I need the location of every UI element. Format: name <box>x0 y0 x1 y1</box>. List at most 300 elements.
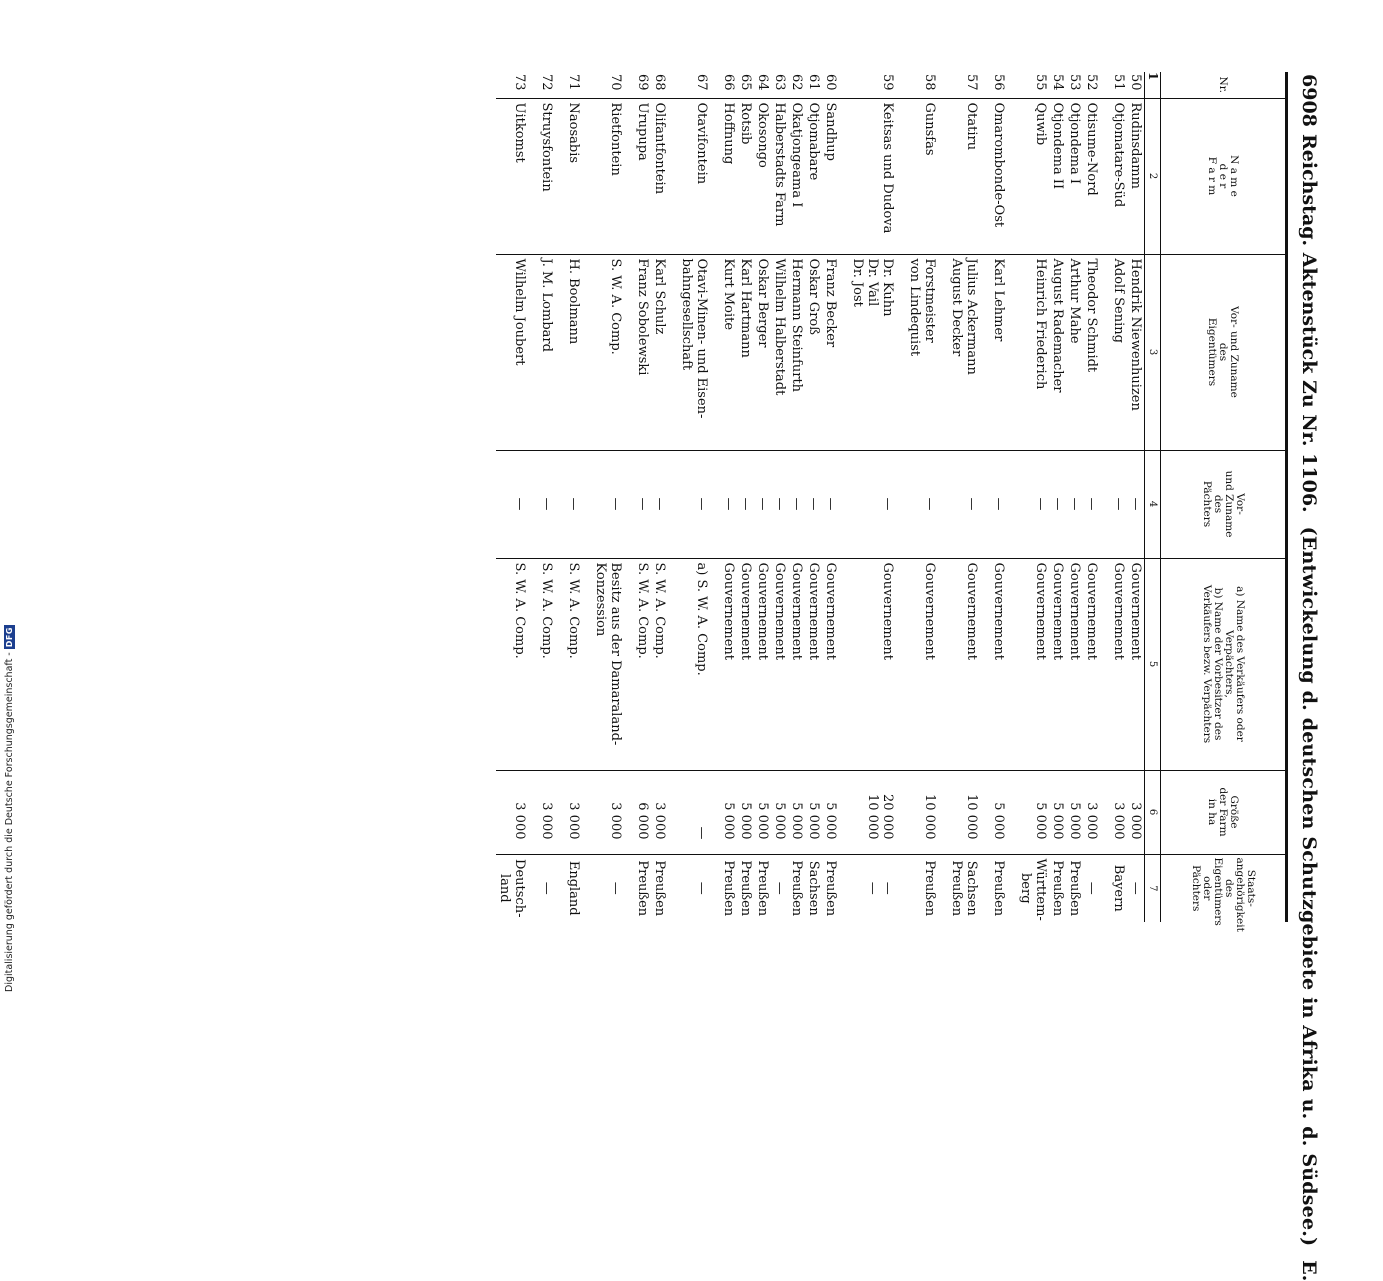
row-spacer <box>582 72 592 922</box>
citizenship: Preußen <box>720 854 737 922</box>
farm-name: Otjondema II <box>1049 98 1066 254</box>
seller-name: Gouvernement <box>990 558 1007 770</box>
lessee-name: — <box>1049 450 1066 558</box>
column-number-2: 2 <box>1145 98 1161 254</box>
farm-name: Gunsfas <box>906 98 938 254</box>
spacer-cell <box>1100 770 1110 854</box>
seller-name: Gouvernement <box>1110 558 1127 770</box>
spacer-cell <box>710 254 720 450</box>
citizenship: Preußen <box>737 854 754 922</box>
citizenship: — — <box>849 854 896 922</box>
owner-name: Karl Hartmann <box>737 254 754 450</box>
lessee-name: — <box>906 450 938 558</box>
spacer-cell <box>839 72 849 98</box>
row-number: 73 <box>512 74 527 91</box>
row-number: 52 <box>1084 74 1099 91</box>
column-number-4: 4 <box>1145 450 1161 558</box>
citizenship: — <box>1127 854 1145 922</box>
spacer-cell <box>710 558 720 770</box>
citizenship: Württem- berg <box>1017 854 1049 922</box>
seller-name: Gouvernement <box>948 558 980 770</box>
spacer-cell <box>980 770 990 854</box>
farm-size: 3 000 <box>1110 770 1127 854</box>
lessee-name: — <box>651 450 668 558</box>
spacer-cell <box>528 558 538 770</box>
seller-name: Gouvernement <box>1017 558 1049 770</box>
spacer-cell <box>1100 450 1110 558</box>
owner-name: Hermann Steinfurth <box>788 254 805 450</box>
farm-name: Otjomatare-Süd <box>1110 98 1127 254</box>
column-header-6: Größe der Farm in ha <box>1161 770 1287 854</box>
spacer-cell <box>528 98 538 254</box>
citizenship: — <box>592 854 624 922</box>
table-row <box>849 72 896 922</box>
lessee-name: — <box>788 450 805 558</box>
spacer-cell <box>839 854 849 922</box>
farm-size: 3 000 <box>1127 770 1145 854</box>
column-number-7: 7 <box>1145 854 1161 922</box>
lessee-name: — <box>737 450 754 558</box>
farm-name: Olifantfontein <box>651 98 668 254</box>
column-header-1: Nr. <box>1161 72 1287 98</box>
spacer-cell <box>896 450 906 558</box>
farm-size: 20 000 10 000 <box>849 770 896 854</box>
farm-name: Halberstadts Farm <box>771 98 788 254</box>
farm-name: Omarombonde-Ost <box>990 98 1007 254</box>
row-number: 55 <box>1033 74 1048 91</box>
spacer-cell <box>980 558 990 770</box>
spacer-cell <box>1100 854 1110 922</box>
lessee-name: — <box>634 450 651 558</box>
lessee-name: — <box>1017 450 1049 558</box>
row-number: 64 <box>755 74 770 91</box>
owner-name: Franz Becker <box>822 254 839 450</box>
dfg-logo: DFG <box>5 627 14 648</box>
row-spacer <box>624 72 634 922</box>
row-number: 61 <box>806 74 821 91</box>
spacer-cell <box>980 450 990 558</box>
spacer-cell <box>938 98 948 254</box>
spacer-cell <box>668 770 678 854</box>
farm-name: Okatjongeama I <box>788 98 805 254</box>
owner-name: Hendrik Niewenhuizen <box>1127 254 1145 450</box>
column-header-2: N a m e d e r F a r m <box>1161 98 1287 254</box>
farm-name: Sandhup <box>822 98 839 254</box>
farm-register-table <box>496 72 1288 932</box>
farm-size: — <box>678 770 710 854</box>
document-source: Reichstag. Aktenstück Zu Nr. 1106. <box>1298 134 1320 513</box>
farm-size: 3 000 <box>592 770 624 854</box>
lessee-name: — <box>849 450 896 558</box>
spacer-cell <box>582 254 592 450</box>
spacer-cell <box>710 98 720 254</box>
citizenship: Preußen <box>754 854 771 922</box>
spacer-cell <box>1100 98 1110 254</box>
row-number: 70 <box>608 74 623 91</box>
lessee-name: — <box>1127 450 1145 558</box>
farm-name: Keitsas und Dudova <box>849 98 896 254</box>
column-number-6: 6 <box>1145 770 1161 854</box>
owner-name: J. M. Lombard <box>538 254 555 450</box>
owner-name: H. Boolmann <box>565 254 582 450</box>
owner-name: Dr. Kuhn Dr. Vail Dr. Jost <box>849 254 896 450</box>
spacer-cell <box>528 854 538 922</box>
annex-letter: E. <box>1298 1260 1320 1281</box>
spacer-cell <box>555 770 565 854</box>
farm-size: 5 000 <box>737 770 754 854</box>
owner-name: S. W. A. Comp. <box>592 254 624 450</box>
row-number: 57 <box>964 74 979 91</box>
farm-name: Rietfontein <box>592 98 624 254</box>
column-number-3: 3 <box>1145 254 1161 450</box>
spacer-cell <box>668 450 678 558</box>
column-header-7: Staats- angehörigkeit des Eigentümers oder Pächters <box>1161 854 1287 922</box>
spacer-cell <box>896 558 906 770</box>
spacer-cell <box>839 254 849 450</box>
spacer-cell <box>1007 450 1017 558</box>
seller-name: Gouvernement <box>805 558 822 770</box>
seller-name: S. W. A. Comp. <box>651 558 668 770</box>
farm-size: 5 000 <box>1017 770 1049 854</box>
table-row <box>906 72 938 922</box>
owner-name: Franz Sobolewski <box>634 254 651 450</box>
spacer-cell <box>582 854 592 922</box>
spacer-cell <box>1007 254 1017 450</box>
spacer-cell <box>980 98 990 254</box>
spacer-cell <box>710 854 720 922</box>
column-header-5: a) Name des Verkäufers oder Verpächters, b) Name der Vorbesitzer des Verkäufers bezw. Verpächters <box>1161 558 1287 770</box>
farm-name: Quwib <box>1017 98 1049 254</box>
citizenship: Preußen <box>651 854 668 922</box>
owner-name: Heinrich Friederich <box>1017 254 1049 450</box>
spacer-cell <box>582 450 592 558</box>
lessee-name: — <box>771 450 788 558</box>
owner-name: Karl Lehmer <box>990 254 1007 450</box>
spacer-cell <box>938 450 948 558</box>
owner-name: Kurt Moite <box>720 254 737 450</box>
spacer-cell <box>624 770 634 854</box>
spacer-cell <box>896 98 906 254</box>
farm-name: Otjondema I <box>1066 98 1083 254</box>
farm-name: Urupupa <box>634 98 651 254</box>
column-header-3: Vor- und Zuname des Eigentümers <box>1161 254 1287 450</box>
spacer-cell <box>1100 254 1110 450</box>
farm-name: Otatiru <box>948 98 980 254</box>
spacer-cell <box>1007 770 1017 854</box>
lessee-name: — <box>678 450 710 558</box>
column-number-5: 5 <box>1145 558 1161 770</box>
table-row <box>496 72 528 922</box>
spacer-cell <box>624 450 634 558</box>
spacer-cell <box>582 770 592 854</box>
spacer-cell <box>624 98 634 254</box>
table-row <box>1017 72 1049 922</box>
spacer-cell <box>839 558 849 770</box>
table-row <box>1049 72 1066 922</box>
citizenship: Preußen <box>788 854 805 922</box>
owner-name: Wilhelm Halberstadt <box>771 254 788 450</box>
row-spacer <box>938 72 948 922</box>
row-number: 62 <box>789 74 804 91</box>
rotated-document-page <box>70 72 1320 1281</box>
row-spacer <box>896 72 906 922</box>
farm-name: Otisume-Nord <box>1083 98 1100 254</box>
table-row <box>805 72 822 922</box>
page-header <box>1294 72 1320 1281</box>
citizenship: Preußen <box>822 854 839 922</box>
spacer-cell <box>839 770 849 854</box>
citizenship: Bayern <box>1110 854 1127 922</box>
seller-name: Gouvernement <box>737 558 754 770</box>
digitization-credit: Digitalisierung gefördert durch die Deutsche Forschungsgemeinschaft - DFG <box>4 627 15 992</box>
farm-size: 3 000 <box>1083 770 1100 854</box>
spacer-cell <box>582 558 592 770</box>
row-number: 65 <box>738 74 753 91</box>
row-number: 67 <box>694 74 709 91</box>
row-number: 56 <box>991 74 1006 91</box>
owner-name: Wilhelm Joubert <box>496 254 528 450</box>
owner-name: Arthur Mahe <box>1066 254 1083 450</box>
spacer-cell <box>528 72 538 98</box>
lessee-name: — <box>538 450 555 558</box>
table-row <box>634 72 651 922</box>
spacer-cell <box>1007 98 1017 254</box>
farm-size: 5 000 <box>822 770 839 854</box>
seller-name: Gouvernement <box>771 558 788 770</box>
farm-size: 10 000 <box>906 770 938 854</box>
farm-size: 3 000 <box>538 770 555 854</box>
lessee-name: — <box>754 450 771 558</box>
lessee-name: — <box>822 450 839 558</box>
spacer-cell <box>668 558 678 770</box>
credit-text: Digitalisierung gefördert durch die Deutsche Forschungsgemeinschaft <box>4 658 15 992</box>
farm-size: 10 000 <box>948 770 980 854</box>
spacer-cell <box>1007 72 1017 98</box>
column-header-4: Vor- und Zuname des Pächters <box>1161 450 1287 558</box>
spacer-cell <box>938 854 948 922</box>
farm-name: Uitkomst <box>496 98 528 254</box>
table-row <box>1066 72 1083 922</box>
row-spacer <box>1007 72 1017 922</box>
row-number: 71 <box>566 74 581 91</box>
farm-size: 6 000 <box>634 770 651 854</box>
lessee-name: — <box>592 450 624 558</box>
spacer-cell <box>668 98 678 254</box>
farm-name: Otavifontein <box>678 98 710 254</box>
farm-name: Naosabis <box>565 98 582 254</box>
seller-name: Besitz aus der Damaraland- Konzession <box>592 558 624 770</box>
seller-name: Gouvernement <box>1049 558 1066 770</box>
spacer-cell <box>710 770 720 854</box>
citizenship: Preußen <box>1066 854 1083 922</box>
spacer-cell <box>668 854 678 922</box>
column-number-1: 1 <box>1145 72 1161 98</box>
row-number: 59 <box>880 74 895 91</box>
row-spacer <box>555 72 565 922</box>
farm-size: 3 000 <box>496 770 528 854</box>
seller-name: Gouvernement <box>1127 558 1145 770</box>
table-row <box>538 72 555 922</box>
seller-name: S. W. A. Comp. <box>538 558 555 770</box>
seller-name: S. W. A. Comp. <box>496 558 528 770</box>
row-number: 50 <box>1128 74 1143 91</box>
lessee-name: — <box>496 450 528 558</box>
spacer-cell <box>555 254 565 450</box>
farm-name: Rotsib <box>737 98 754 254</box>
owner-name: August Rademacher <box>1049 254 1066 450</box>
document-title: (Entwickelung d. deutschen Schutzgebiete in Afrika u. d. Südsee.) <box>1298 526 1320 1247</box>
seller-name: S. W. A. Comp. <box>565 558 582 770</box>
spacer-cell <box>896 770 906 854</box>
table-row <box>592 72 624 922</box>
page-number: 6908 <box>1298 74 1320 127</box>
spacer-cell <box>839 98 849 254</box>
spacer-cell <box>896 854 906 922</box>
owner-name: Forstmeister von Lindequist <box>906 254 938 450</box>
farm-size: 5 000 <box>720 770 737 854</box>
seller-name: Gouvernement <box>788 558 805 770</box>
spacer-cell <box>938 770 948 854</box>
table-row <box>754 72 771 922</box>
spacer-cell <box>980 854 990 922</box>
spacer-cell <box>938 558 948 770</box>
owner-name: Julius Ackermann August Decker <box>948 254 980 450</box>
citizenship: Preußen <box>634 854 651 922</box>
row-spacer <box>710 72 720 922</box>
farm-name: Otjomabare <box>805 98 822 254</box>
spacer-cell <box>980 254 990 450</box>
row-number: 60 <box>823 74 838 91</box>
table-header-row <box>1161 72 1287 922</box>
table-row <box>565 72 582 922</box>
table-row <box>822 72 839 922</box>
table-body <box>496 72 1145 922</box>
spacer-cell <box>1007 558 1017 770</box>
owner-name: Otavi-Minen- und Eisen- bahngesellschaft <box>678 254 710 450</box>
spacer-cell <box>528 450 538 558</box>
spacer-cell <box>980 72 990 98</box>
lessee-name: — <box>1083 450 1100 558</box>
table-row <box>651 72 668 922</box>
spacer-cell <box>582 72 592 98</box>
seller-name: Gouvernement <box>1066 558 1083 770</box>
citizenship: — <box>678 854 710 922</box>
table-row <box>1110 72 1127 922</box>
farm-size: 5 000 <box>990 770 1007 854</box>
spacer-cell <box>938 254 948 450</box>
farm-size: 5 000 <box>788 770 805 854</box>
spacer-cell <box>1100 72 1110 98</box>
spacer-cell <box>624 254 634 450</box>
table-row <box>1127 72 1145 922</box>
spacer-cell <box>624 72 634 98</box>
seller-name: Gouvernement <box>906 558 938 770</box>
seller-name: Gouvernement <box>822 558 839 770</box>
farm-size: 3 000 <box>565 770 582 854</box>
spacer-cell <box>896 72 906 98</box>
spacer-cell <box>555 854 565 922</box>
table-row <box>771 72 788 922</box>
row-spacer <box>839 72 849 922</box>
row-number: 68 <box>652 74 667 91</box>
spacer-cell <box>1100 558 1110 770</box>
seller-name: Gouvernement <box>1083 558 1100 770</box>
table-row <box>788 72 805 922</box>
lessee-name: — <box>990 450 1007 558</box>
spacer-cell <box>528 254 538 450</box>
table-row <box>720 72 737 922</box>
spacer-cell <box>710 450 720 558</box>
spacer-cell <box>1007 854 1017 922</box>
row-number: 72 <box>539 74 554 91</box>
citizenship: Preußen <box>1049 854 1066 922</box>
farm-size: 3 000 <box>651 770 668 854</box>
owner-name: Oskar Groß <box>805 254 822 450</box>
spacer-cell <box>839 450 849 558</box>
table-row <box>1083 72 1100 922</box>
citizenship: Sachsen <box>805 854 822 922</box>
table-row <box>737 72 754 922</box>
seller-name: S. W. A. Comp. <box>634 558 651 770</box>
spacer-cell <box>668 254 678 450</box>
farm-size: 5 000 <box>771 770 788 854</box>
table-row <box>948 72 980 922</box>
row-spacer <box>980 72 990 922</box>
row-spacer <box>668 72 678 922</box>
row-number: 58 <box>922 74 937 91</box>
owner-name: Karl Schulz <box>651 254 668 450</box>
row-number: 63 <box>772 74 787 91</box>
spacer-cell <box>624 558 634 770</box>
farm-name: Struysfontein <box>538 98 555 254</box>
row-number: 66 <box>721 74 736 91</box>
citizenship: — <box>538 854 555 922</box>
seller-name: Gouvernement <box>754 558 771 770</box>
farm-size: 5 000 <box>1066 770 1083 854</box>
spacer-cell <box>896 254 906 450</box>
spacer-cell <box>555 558 565 770</box>
lessee-name: — <box>948 450 980 558</box>
citizenship: Preußen <box>990 854 1007 922</box>
lessee-name: — <box>1066 450 1083 558</box>
spacer-cell <box>555 72 565 98</box>
lessee-name: — <box>565 450 582 558</box>
citizenship: — <box>1083 854 1100 922</box>
row-number: 69 <box>635 74 650 91</box>
spacer-cell <box>555 450 565 558</box>
farm-size: 5 000 <box>1049 770 1066 854</box>
lessee-name: — <box>805 450 822 558</box>
farm-name: Okosongo <box>754 98 771 254</box>
spacer-cell <box>555 98 565 254</box>
seller-name: Gouvernement <box>849 558 896 770</box>
table-row <box>990 72 1007 922</box>
owner-name: Oskar Berger <box>754 254 771 450</box>
owner-name: Adolf Sening <box>1110 254 1127 450</box>
spacer-cell <box>528 770 538 854</box>
citizenship: Sachsen Preußen <box>948 854 980 922</box>
spacer-cell <box>938 72 948 98</box>
citizenship: Deutsch- land <box>496 854 528 922</box>
lessee-name: — <box>1110 450 1127 558</box>
spacer-cell <box>668 72 678 98</box>
citizenship: — <box>771 854 788 922</box>
row-number: 51 <box>1111 74 1126 91</box>
row-number: 54 <box>1050 74 1065 91</box>
seller-name: a) S. W. A. Comp. <box>678 558 710 770</box>
citizenship: England <box>565 854 582 922</box>
row-number: 53 <box>1067 74 1082 91</box>
